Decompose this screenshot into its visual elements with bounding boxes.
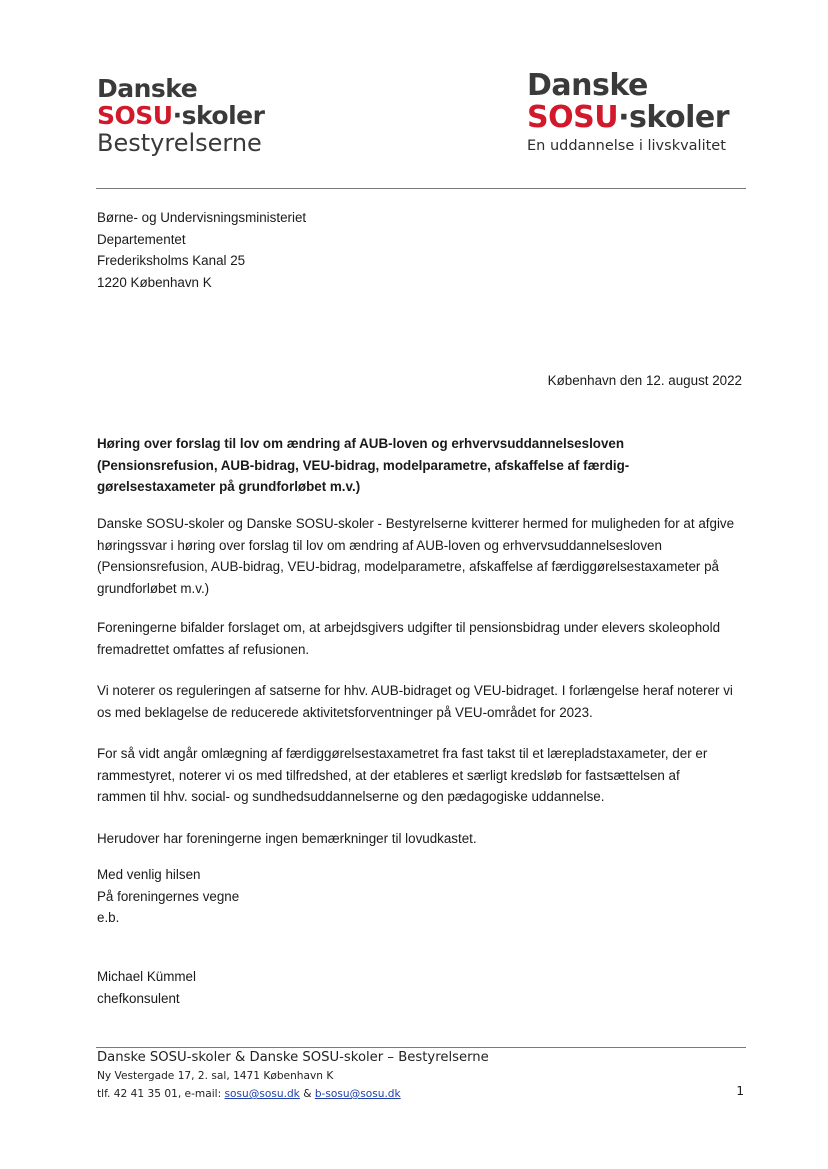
logo-left-skoler: skoler <box>181 101 265 130</box>
footer-address: Ny Vestergade 17, 2. sal, 1471 København K <box>97 1070 334 1082</box>
subject-line: Høring over forslag til lov om ændring af AUB-loven og erhvervsuddannelsesloven <box>97 436 625 451</box>
address-line: 1220 København K <box>97 274 212 290</box>
paragraph-line: (Pensionsrefusion, AUB-bidrag, VEU-bidrag, modelparametre, afskaffelse af færdiggørelsestaxameter på <box>97 559 719 574</box>
footer-divider <box>96 1047 746 1048</box>
body-paragraph <box>97 513 757 599</box>
paragraph-line: Vi noterer os reguleringen af satserne for hhv. AUB-bidraget og VEU-bidraget. I forlængelse heraf noterer vi <box>97 683 733 698</box>
letter-subject <box>97 433 747 498</box>
paragraph-line: Herudover har foreningerne ingen bemærkninger til lovudkastet. <box>97 831 477 846</box>
footer-contact <box>97 1085 747 1103</box>
body-paragraph <box>97 680 757 723</box>
signature-block <box>97 966 196 1009</box>
letter-footer <box>97 1049 747 1103</box>
paragraph-line: rammen til hhv. social- og sundhedsuddannelserne og den pædagogiske uddannelse. <box>97 789 605 804</box>
email-link-b-sosu[interactable]: b-sosu@sosu.dk <box>314 1088 401 1100</box>
subject-line: gørelsestaxameter på grundforløbet m.v.) <box>97 479 361 494</box>
header-divider <box>96 188 746 189</box>
logo-right-sosu: SOSU <box>527 100 619 135</box>
signer-name: Michael Kümmel <box>97 969 196 984</box>
closing-line: På foreningernes vegne <box>97 888 240 904</box>
paragraph-line: Foreningerne bifalder forslaget om, at arbejdsgivers udgifter til pensionsbidrag under elevers skoleophold <box>97 620 721 635</box>
footer-organization: Danske SOSU-skoler & Danske SOSU-skoler – Bestyrelserne <box>97 1050 489 1065</box>
page-number: 1 <box>736 1084 744 1098</box>
logo-bestyrelserne <box>97 76 264 155</box>
logo-right-tagline: En uddannelse i livskvalitet <box>527 138 726 154</box>
paragraph-line: grundforløbet m.v.) <box>97 580 210 596</box>
footer-joiner: & <box>299 1088 315 1100</box>
logo-right-separator: · <box>618 100 629 135</box>
logo-danske-sosu-skoler <box>527 68 730 154</box>
logo-right-line1: Danske <box>527 68 648 103</box>
body-paragraph <box>97 743 757 808</box>
logo-right-line2 <box>527 100 730 135</box>
paragraph-line: høringssvar i høring over forslag til lov om ændring af AUB-loven og erhvervsuddannelsesloven <box>97 537 662 553</box>
logo-left-line3: Bestyrelserne <box>97 129 262 157</box>
logo-left-line1: Danske <box>97 74 198 103</box>
address-line: Frederiksholms Kanal 25 <box>97 253 246 268</box>
logo-left-separator: · <box>172 101 182 130</box>
recipient-address <box>97 207 306 293</box>
paragraph-line: For så vidt angår omlægning af færdiggørelsestaxametret fra fast takst til et lærepladstaxameter, der er <box>97 746 708 761</box>
subject-line: (Pensionsrefusion, AUB-bidrag, VEU-bidrag, modelparametre, afskaffelse af færdig- <box>97 457 630 473</box>
signer-title: chefkonsulent <box>97 990 180 1006</box>
paragraph-line: fremadrettet omfattes af refusionen. <box>97 641 310 657</box>
body-paragraph <box>97 617 757 660</box>
email-link-sosu[interactable]: sosu@sosu.dk <box>224 1088 300 1100</box>
address-line: Børne- og Undervisningsministeriet <box>97 210 307 225</box>
logo-right-skoler: skoler <box>628 100 730 135</box>
logo-left-sosu: SOSU <box>97 101 173 130</box>
letter-date: København den 12. august 2022 <box>547 373 742 388</box>
paragraph-line: Danske SOSU-skoler og Danske SOSU-skoler - Bestyrelserne kvitterer hermed for muligheden for at afgive <box>97 516 735 531</box>
closing-line: Med venlig hilsen <box>97 867 201 882</box>
closing-line: e.b. <box>97 910 120 925</box>
paragraph-line: os med beklagelse de reducerede aktivitetsforventninger på VEU-området for 2023. <box>97 704 593 720</box>
paragraph-line: rammestyret, noterer vi os med tilfredshed, at der etableres et særligt kredsløb for fastsættelsen af <box>97 767 680 783</box>
letter-closing <box>97 864 239 929</box>
footer-phone: tlf. 42 41 35 01, e-mail: <box>97 1088 225 1100</box>
address-line: Departementet <box>97 231 186 247</box>
body-paragraph <box>97 828 757 850</box>
logo-left-line2 <box>97 103 264 128</box>
